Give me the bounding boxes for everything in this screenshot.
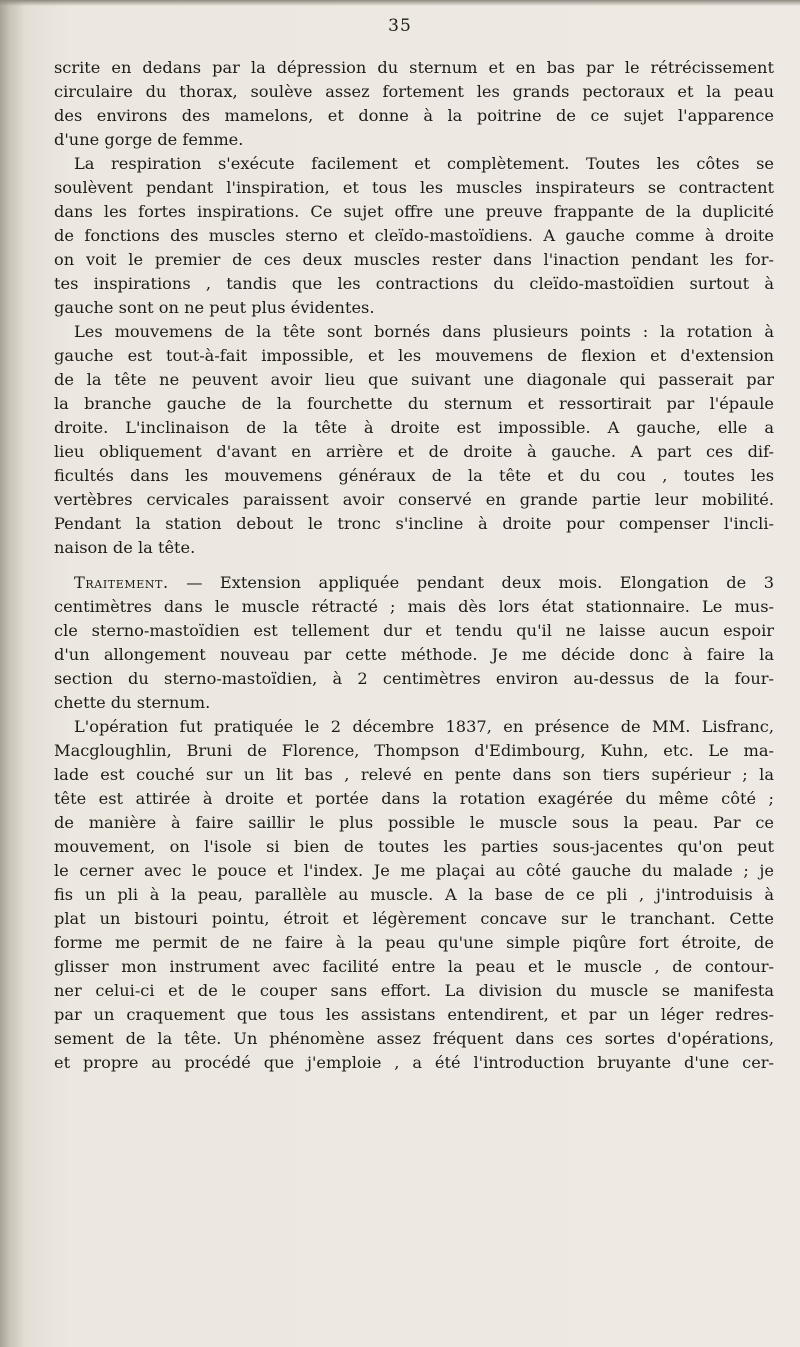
text-line: dans les fortes inspirations. Ce sujet offre une preuve frappante de la duplicité <box>54 202 774 221</box>
text-line: forme me permit de ne faire à la peau qu'une simple piqûre fort étroite, de <box>54 933 774 952</box>
page-number: 35 <box>388 16 412 36</box>
text-line: la branche gauche de la fourchette du sternum et ressortirait par l'épaule <box>54 394 774 413</box>
text-line: de fonctions des muscles sterno et cleïdo-mastoïdiens. A gauche comme à droite <box>54 226 774 245</box>
text-line: Macgloughlin, Bruni de Florence, Thompson d'Edimbourg, Kuhn, etc. Le ma- <box>54 741 774 760</box>
paragraph-traitement <box>54 571 774 715</box>
text-line: tête est attirée à droite et portée dans la rotation exagérée du même côté ; <box>54 789 774 808</box>
text-line: et propre au procédé que j'emploie , a été l'introduction bruyante d'une cer- <box>54 1053 774 1072</box>
page-top-shadow <box>0 0 800 6</box>
text-line: de la tête ne peuvent avoir lieu que suivant une diagonale qui passerait par <box>54 370 774 389</box>
text-line-rest: — Extension appliquée pendant deux mois. Elongation de 3 <box>168 573 774 592</box>
text-line: le cerner avec le pouce et l'index. Je me plaçai au côté gauche du malade ; je <box>54 861 774 880</box>
text-line: Pendant la station debout le tronc s'incline à droite pour compenser l'incli- <box>54 514 774 533</box>
text-line: cle sterno-mastoïdien est tellement dur et tendu qu'il ne laisse aucun espoir <box>54 621 774 640</box>
text-line: lade est couché sur un lit bas , relevé en pente dans son tiers supérieur ; la <box>54 765 774 784</box>
text-line: droite. L'inclinaison de la tête à droite est impossible. A gauche, elle a <box>54 418 774 437</box>
text-line: naison de la tête. <box>54 538 196 557</box>
paragraph-mouvemens <box>54 320 774 560</box>
text-line: Les mouvemens de la tête sont bornés dans plusieurs points : la rotation à <box>74 322 774 341</box>
text-line: chette du sternum. <box>54 693 211 712</box>
text-line: section du sterno-mastoïdien, à 2 centimètres environ au-dessus de la four- <box>54 669 774 688</box>
section-heading-traitement: Traitement. <box>74 573 169 592</box>
text-line: soulèvent pendant l'inspiration, et tous les muscles inspirateurs se contractent <box>54 178 774 197</box>
text-line: glisser mon instrument avec facilité entre la peau et le muscle , de contour- <box>54 957 774 976</box>
text-line: vertèbres cervicales paraissent avoir conservé en grande partie leur mobilité. <box>54 490 774 509</box>
text-line: mouvement, on l'isole si bien de toutes les parties sous-jacentes qu'on peut <box>54 837 774 856</box>
text-line: lieu obliquement d'avant en arrière et de droite à gauche. A part ces dif- <box>54 442 774 461</box>
text-line: ner celui-ci et de le couper sans effort. La division du muscle se manifesta <box>54 981 774 1000</box>
text-line: on voit le premier de ces deux muscles rester dans l'inaction pendant les for- <box>54 250 774 269</box>
body-text <box>54 56 774 1075</box>
text-line: La respiration s'exécute facilement et complètement. Toutes les côtes se <box>74 154 774 173</box>
text-line: L'opération fut pratiquée le 2 décembre 1837, en présence de MM. Lisfranc, <box>74 717 774 736</box>
text-line: ficultés dans les mouvemens généraux de la tête et du cou , toutes les <box>54 466 774 485</box>
binding-edge <box>0 0 24 1347</box>
text-line: d'un allongement nouveau par cette méthode. Je me décide donc à faire la <box>54 645 774 664</box>
text-line: d'une gorge de femme. <box>54 130 244 149</box>
text-line: sement de la tête. Un phénomène assez fréquent dans ces sortes d'opérations, <box>54 1029 774 1048</box>
text-line: scrite en dedans par la dépression du sternum et en bas par le rétrécissement <box>54 58 774 77</box>
text-line: des environs des mamelons, et donne à la poitrine de ce sujet l'apparence <box>54 106 774 125</box>
text-line: fis un pli à la peau, parallèle au muscle. A la base de ce pli , j'introduisis à <box>54 885 774 904</box>
text-line <box>54 571 774 595</box>
text-line: gauche est tout-à-fait impossible, et les mouvemens de flexion et d'extension <box>54 346 774 365</box>
text-line: tes inspirations , tandis que les contractions du cleïdo-mastoïdien surtout à <box>54 274 774 293</box>
paragraph-operation <box>54 715 774 1075</box>
text-line: plat un bistouri pointu, étroit et légèrement concave sur le tranchant. Cette <box>54 909 774 928</box>
paragraph-continuation <box>54 56 774 152</box>
text-line: de manière à faire saillir le plus possible le muscle sous la peau. Par ce <box>54 813 774 832</box>
text-line: par un craquement que tous les assistans entendirent, et par un léger redres- <box>54 1005 774 1024</box>
text-line: circulaire du thorax, soulève assez fortement les grands pectoraux et la peau <box>54 82 774 101</box>
paragraph-respiration <box>54 152 774 320</box>
section-gap <box>54 560 774 571</box>
text-line: gauche sont on ne peut plus évidentes. <box>54 298 375 317</box>
text-line: centimètres dans le muscle rétracté ; mais dès lors état stationnaire. Le mus- <box>54 597 774 616</box>
